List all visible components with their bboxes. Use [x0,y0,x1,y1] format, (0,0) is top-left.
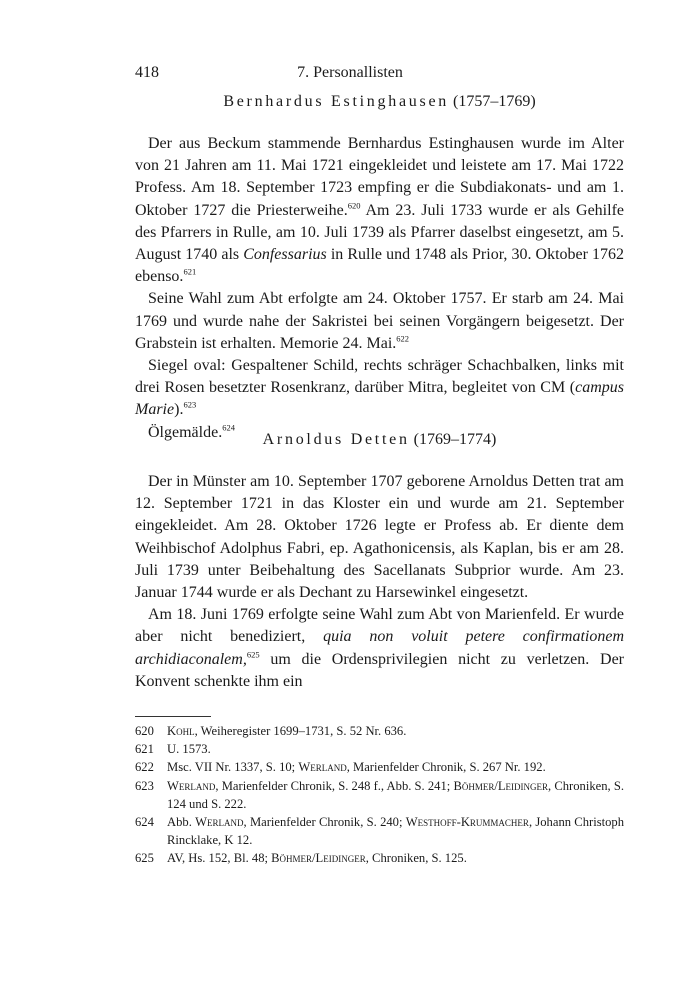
section-title [135,93,624,111]
footnote-621 [135,740,624,758]
footnote-number: 620 [135,724,154,738]
footnote-625 [135,849,624,867]
page-number: 418 [135,64,159,81]
text-run: Siegel oval: Gespaltener Schild, rechts schräger Schachbalken, links mit drei Rosen besetzter Rosenkranz, darüber Mitra, begleitet von CM ( [135,357,624,397]
section-estinghausen [135,93,624,444]
abbot-years: (1757–1769) [452,93,536,110]
footnote-number: 623 [135,778,154,793]
footnote-622 [135,758,624,776]
text-run: Am 23. Juli 1733 wurde er als Gehilfe des Pfarrers in Rulle, am 10. Juli 1739 als Pfarrer daselbst eingesetzt, am 5. August 1740 als [135,201,624,264]
abbot-name: Bernhardus Estinghausen [223,93,449,110]
footnote-text: Abb. [167,815,196,830]
text-run: Ölgemälde. [148,423,223,441]
abbot-name: Arnoldus Detten [262,431,410,448]
text-run: Der aus Beckum stammende Bernhardus Estinghausen wurde im Alter von 21 Jahren am 11. Mai 1721 eingekleidet und leistete am 17. Mai 1722 Profess. Am 18. September 1723 empfing er die Subdiakonats- und am 1. Oktober 1727 die Priesterweihe. [135,135,624,219]
italic-text: Confessarius [243,246,327,264]
footnote-number: 625 [135,851,154,866]
author-name: Böhmer/Leidinger [453,778,549,793]
text-run: um die Ordensprivilegien nicht zu verletzen. Der Konvent schenkte ihm ein [135,650,624,690]
section-detten [135,431,624,693]
footnote-ref: 624 [222,422,235,433]
paragraph [135,355,624,422]
text-run: Seine Wahl zum Abt erfolgte am 24. Oktober 1757. Er starb am 24. Mai 1769 und wurde nahe der Sakristei bei seinen Vorgängern beigesetzt. Der Grabstein ist erhalten. Memorie 24. Mai. [135,290,624,352]
text-run: ). [174,401,184,419]
footnote-text: , Marienfelder Chronik, S. 240; [243,815,406,830]
italic-text: quia non voluit petere confirmationem archidiaconalem, [135,628,625,668]
footnote-text: AV, Hs. 152, Bl. 48; [167,851,272,866]
paragraph: Der in Münster am 10. September 1707 geborene Arnoldus Detten trat am 12. September 1721 in das Kloster ein und wurde am 21. September eingekleidet. Am 28. Oktober 1726 legte er Profess ab. Er diente dem Weihbischof Adolphus Fabri, ep. Agathonicensis, als Kaplan, bis er am 28. Juli 1739 unter Beibehaltung des Sacellanats Subprior wurde. Am 23. Januar 1744 wurde er als Dechant zu Harsewinkel eingesetzt. [135,473,624,602]
footnote-ref: 621 [183,266,197,277]
footnote-text: , Chroniken, S. 124 und S. 222. [167,778,624,811]
paragraph [135,604,624,693]
footnote-number: 621 [135,742,154,757]
abbot-years: (1769–1774) [413,431,497,448]
author-name: Werland [167,778,216,793]
paragraph [135,133,624,288]
footnote-number: 624 [135,815,154,830]
footnotes [135,722,624,868]
footnote-rule [135,716,211,717]
italic-text: campus Marie [135,379,624,419]
footnote-ref: 625 [246,649,260,660]
author-name: Kohl [167,724,195,738]
footnote-text: , Weiheregister 1699–1731, S. 52 Nr. 636. [194,724,407,738]
paragraph [135,288,624,355]
footnote-text: U. 1573. [167,742,211,757]
author-name: Werland [298,760,347,775]
footnote-620 [135,722,624,740]
author-name: Böhmer/Leidinger [271,851,366,866]
text-run: in Rulle und 1748 als Prior, 30. Oktober 1762 ebenso. [135,246,624,286]
footnote-text: , Marienfelder Chronik, S. 267 Nr. 192. [346,760,546,775]
footnote-ref: 620 [347,200,361,211]
footnote-ref: 623 [183,400,197,411]
footnote-text: , Chroniken, S. 125. [365,851,467,866]
footnote-number: 622 [135,760,154,775]
section-title [135,431,624,449]
author-name: Werland [195,815,244,830]
footnote-text: , Johann Christoph Rincklake, K 12. [167,815,624,848]
footnote-ref: 622 [396,333,410,344]
running-head: 7. Personallisten [297,64,403,81]
footnote-text: Msc. VII Nr. 1337, S. 10; [167,760,299,775]
footnote-text: , Marienfelder Chronik, S. 248 f., Abb. S. 241; [215,778,454,793]
text-run: Am 18. Juni 1769 erfolgte seine Wahl zum Abt von Marienfeld. Er wurde aber nicht benediziert, [135,606,624,646]
author-name: Westhoff-Krummacher [405,815,529,830]
footnote-624 [135,813,624,849]
footnote-623 [135,777,624,813]
